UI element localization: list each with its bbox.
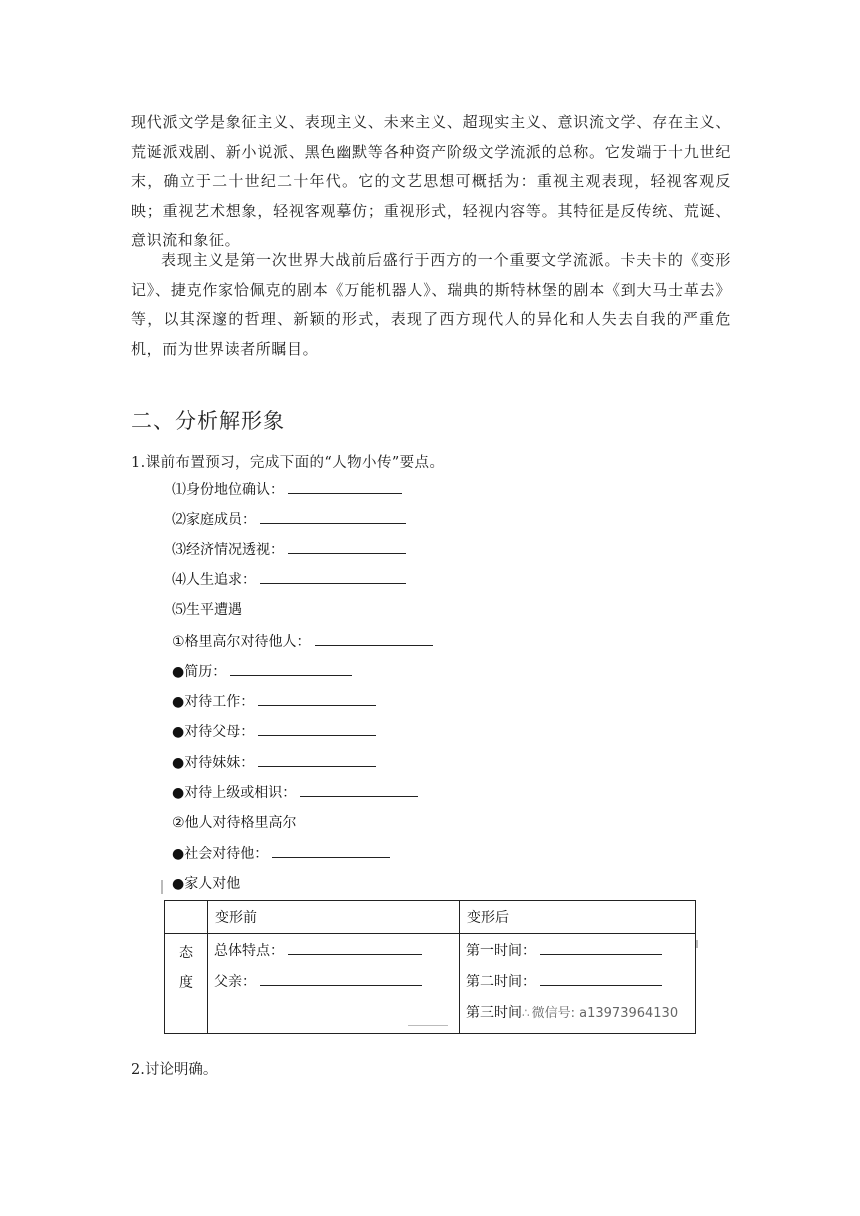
answer-blank	[260, 569, 406, 584]
before-overall-line: 总体特点：	[208, 940, 459, 971]
form-label: ●对待工作：	[172, 694, 255, 710]
answer-blank	[288, 940, 422, 955]
form-line-work	[172, 691, 376, 713]
question-1: 1.课前布置预习，完成下面的“人物小传”要点。	[131, 455, 445, 471]
section-heading: 二、分析解形象	[131, 409, 285, 433]
answer-blank	[540, 971, 662, 986]
form-label: ●对待妹妹：	[172, 755, 255, 771]
form-label: ●家人对他	[172, 876, 241, 892]
form-line-sister	[172, 752, 376, 774]
question-2: 2.讨论明确。	[131, 1062, 218, 1078]
after-cell	[460, 934, 696, 1034]
answer-blank	[230, 661, 352, 676]
form-line-sub1	[172, 631, 433, 653]
form-label: ⑸生平遭遇	[172, 602, 242, 618]
form-label: ●对待上级或相识：	[172, 785, 297, 801]
answer-blank	[260, 509, 406, 524]
form-line-identity	[172, 479, 402, 501]
form-line-parents	[172, 721, 376, 743]
scan-mark	[408, 1025, 448, 1026]
table-header-after: 变形后	[460, 901, 696, 934]
form-line-experience	[172, 599, 242, 621]
form-line-resume	[172, 661, 352, 683]
intro-paragraph-2: 表现主义是第一次世界大战前后盛行于西方的一个重要文学流派。卡夫卡的《变形记》、捷克作家恰佩克的剧本《万能机器人》、瑞典的斯特林堡的剧本《到大马士革去》等，以其深邃的哲理、新颖的形式，表现了西方现代人的异化和人失去自我的严重危机，而为世界读者所瞩目。	[131, 251, 731, 358]
intro-paragraph-1: 现代派文学是象征主义、表现主义、未来主义、超现实主义、意识流文学、存在主义、荒诞派戏剧、新小说派、黑色幽默等各种资产阶级文学流派的总称。它发端于十九世纪末，确立于二十世纪二十年代。它的文艺思想可概括为：重视主观表现，轻视客观反映；重视艺术想象，轻视客观摹仿；重视形式，轻视内容等。其特征是反传统、荒诞、意识流和象征。	[131, 113, 731, 249]
answer-blank	[258, 721, 376, 736]
answer-blank	[288, 539, 406, 554]
after-time3-line: 第三时间∴ 微信号: a13973964130	[460, 1002, 695, 1033]
answer-blank	[315, 631, 433, 646]
form-label: ②他人对待格里高尔	[172, 815, 297, 831]
attitude-table	[164, 900, 695, 1025]
form-label: ●对待父母：	[172, 724, 255, 740]
form-label: ●社会对待他：	[172, 846, 269, 862]
watermark-text: 微信号: a13973964130	[531, 1006, 679, 1021]
form-line-sub2	[172, 812, 297, 834]
answer-blank	[258, 691, 376, 706]
after-time1-line: 第一时间：	[460, 940, 695, 971]
form-label: ①格里高尔对待他人：	[172, 634, 311, 650]
after-time2-line: 第二时间：	[460, 971, 695, 1002]
answer-blank	[300, 782, 418, 797]
before-cell	[208, 934, 460, 1034]
table-corner	[165, 901, 208, 934]
form-label: ⑴身份地位确认：	[172, 482, 284, 498]
answer-blank	[540, 940, 662, 955]
form-label: ⑷人生追求：	[172, 572, 256, 588]
form-line-economy	[172, 539, 406, 561]
form-line-family-to-him	[172, 873, 240, 895]
row-label-attitude: 态 度	[165, 934, 208, 1034]
form-line-society	[172, 843, 390, 865]
answer-blank	[288, 479, 402, 494]
form-label: ⑵家庭成员：	[172, 512, 256, 528]
scan-mark	[696, 940, 698, 948]
before-father-line: 父亲：	[208, 971, 459, 1002]
form-line-family	[172, 509, 406, 531]
scan-mark	[161, 880, 163, 894]
answer-blank	[260, 971, 422, 986]
table-header-before: 变形前	[208, 901, 460, 934]
wechat-watermark-icon: ∴	[522, 1006, 530, 1020]
answer-blank	[272, 843, 390, 858]
form-line-pursuit	[172, 569, 406, 591]
answer-blank	[258, 752, 376, 767]
form-label: ⑶经济情况透视：	[172, 542, 284, 558]
form-line-boss	[172, 782, 418, 804]
form-label: ●简历：	[172, 664, 227, 680]
